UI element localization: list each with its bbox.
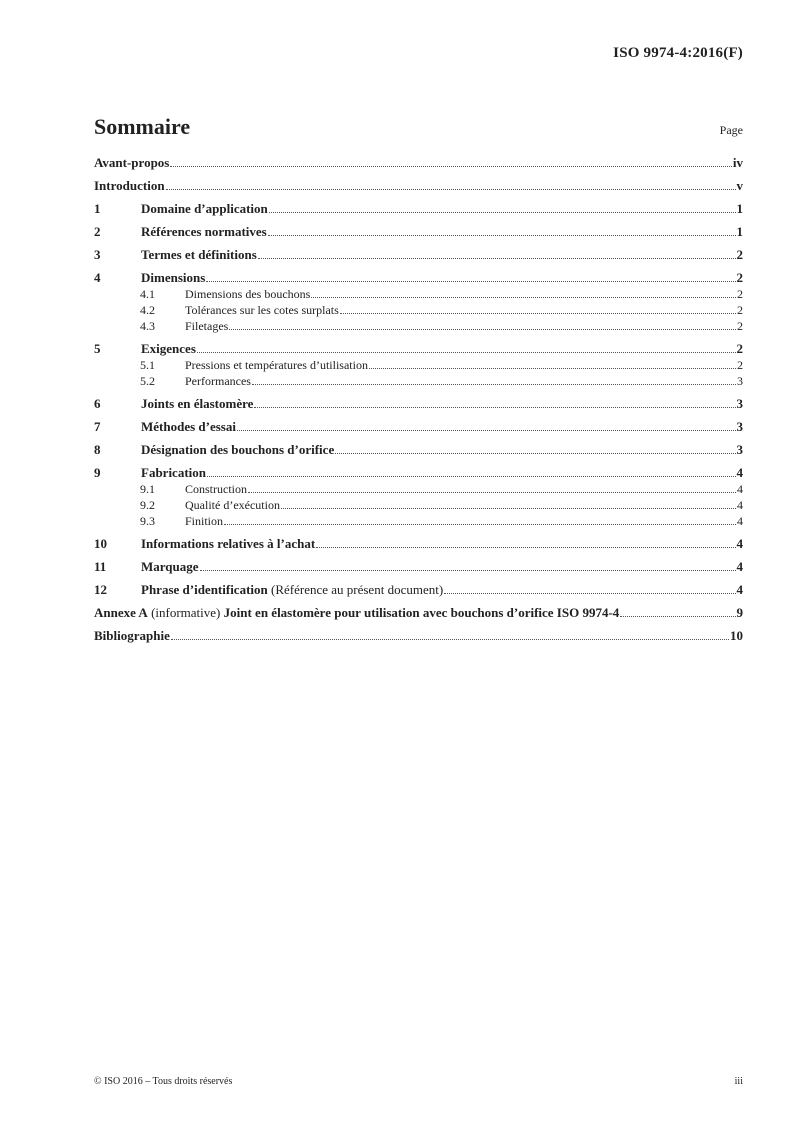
toc-entry-title-text: Dimensions <box>141 270 206 285</box>
toc-entry-page: 4 <box>736 536 743 551</box>
page-footer <box>94 1076 743 1087</box>
toc-entry-title <box>141 201 268 217</box>
toc-subentry-number: 4.3 <box>140 319 155 333</box>
dot-leader <box>311 296 736 298</box>
toc-entry-title <box>141 270 205 286</box>
page-title: Sommaire <box>94 114 191 139</box>
toc-subentry-number: 9.2 <box>140 498 155 512</box>
dot-leader <box>207 475 736 477</box>
toc-entry-title-text: Informations relatives à l’achat <box>141 536 316 551</box>
dot-leader <box>316 546 735 548</box>
toc-entry-title <box>141 465 206 481</box>
toc-entry-title <box>141 536 315 552</box>
toc-entry-title-text: Fabrication <box>141 465 206 480</box>
dot-leader <box>335 452 735 454</box>
toc-entry[interactable] <box>94 178 743 194</box>
toc-subentry-page: 2 <box>737 287 743 301</box>
toc-entry-title-text: Bibliographie <box>94 628 170 643</box>
toc-entry-page: 4 <box>736 465 743 480</box>
toc-subentry[interactable] <box>94 497 743 513</box>
toc-entry-page: 2 <box>736 270 743 285</box>
toc-entry-page: 3 <box>736 396 743 411</box>
toc-subentry-number: 5.2 <box>140 374 155 388</box>
toc-entry[interactable] <box>94 396 743 412</box>
toc-entry[interactable] <box>94 201 743 217</box>
toc-entry-title <box>94 628 170 644</box>
toc-entry-title-text: Marquage <box>141 559 199 574</box>
toc-entry-page: 10 <box>730 628 743 643</box>
toc-subentry[interactable] <box>94 373 743 389</box>
toc-subentry-title: Dimensions des bouchons <box>185 287 311 301</box>
toc-entry-number: 12 <box>94 582 107 597</box>
toc-subentry-page: 2 <box>737 358 743 372</box>
toc-entry-title-text: Joints en élastomère <box>141 396 254 411</box>
toc-subentry-title: Filetages <box>185 319 229 333</box>
toc-entry[interactable] <box>94 465 743 481</box>
table-of-contents <box>94 155 743 644</box>
toc-entry-title-text: Annexe A <box>94 605 148 620</box>
dot-leader <box>254 406 735 408</box>
toc-entry[interactable] <box>94 247 743 263</box>
toc-entry-number: 1 <box>94 201 101 216</box>
copyright-notice: © ISO 2016 – Tous droits réservés <box>94 1076 233 1087</box>
toc-entry-number: 6 <box>94 396 101 411</box>
toc-entry-number: 7 <box>94 419 101 434</box>
dot-leader <box>170 165 732 167</box>
dot-leader <box>237 429 736 431</box>
document-code: ISO 9974-4:2016(F) <box>613 45 743 61</box>
dot-leader <box>224 523 736 525</box>
toc-subentry-page: 3 <box>737 374 743 388</box>
dot-leader <box>281 507 736 509</box>
dot-leader <box>206 280 735 282</box>
toc-subentry[interactable] <box>94 481 743 497</box>
dot-leader <box>252 383 736 385</box>
dot-leader <box>248 491 736 493</box>
toc-subentry-page: 4 <box>737 498 743 512</box>
toc-entry-title-annex-type: (informative) <box>147 605 224 620</box>
toc-entry[interactable] <box>94 628 743 644</box>
toc-entry[interactable] <box>94 341 743 357</box>
dot-leader <box>369 367 736 369</box>
toc-entry-number: 4 <box>94 270 101 285</box>
toc-entry-title-annex-name: Joint en élastomère pour utilisation avec bouchons d’orifice ISO 9974-4 <box>223 605 620 620</box>
toc-entry-page: 2 <box>736 341 743 356</box>
toc-entry-title-text: Méthodes d’essai <box>141 419 236 434</box>
toc-subentry-title: Construction <box>185 482 247 496</box>
toc-entry-page: iv <box>732 155 743 170</box>
dot-leader <box>171 638 729 640</box>
toc-entry-title-text: Exigences <box>141 341 196 356</box>
dot-leader <box>340 312 736 314</box>
toc-entry-title-text: Introduction <box>94 178 165 193</box>
toc-subentry-number: 4.2 <box>140 303 155 317</box>
toc-entry-number: 11 <box>94 559 107 574</box>
dot-leader <box>200 569 736 571</box>
toc-entry-page: 1 <box>736 201 743 216</box>
toc-subentry-page: 2 <box>737 319 743 333</box>
toc-subentry[interactable] <box>94 286 743 302</box>
toc-entry[interactable] <box>94 224 743 240</box>
toc-entry-title <box>141 419 236 435</box>
toc-entry-number: 9 <box>94 465 101 480</box>
toc-entry-number: 2 <box>94 224 101 239</box>
toc-entry-title <box>94 605 619 621</box>
toc-subentry-page: 4 <box>737 482 743 496</box>
toc-subentry-title: Finition <box>185 514 224 528</box>
toc-entry-title-text: Avant-propos <box>94 155 170 170</box>
toc-subentry-number: 4.1 <box>140 287 155 301</box>
toc-entry[interactable] <box>94 559 743 575</box>
toc-entry-page: 2 <box>736 247 743 262</box>
toc-subentry-number: 9.3 <box>140 514 155 528</box>
toc-entry-page: v <box>736 178 743 193</box>
toc-subentry[interactable] <box>94 513 743 529</box>
toc-subentry-title: Performances <box>185 374 251 388</box>
toc-subentry-number: 5.1 <box>140 358 155 372</box>
toc-entry-title <box>141 396 253 412</box>
toc-subentry[interactable] <box>94 357 743 373</box>
page-number: iii <box>734 1076 743 1087</box>
toc-entry-title <box>141 582 443 598</box>
toc-entry-title-text: Désignation des bouchons d’orifice <box>141 442 335 457</box>
dot-leader <box>166 188 736 190</box>
toc-subentry-page: 2 <box>737 303 743 317</box>
dot-leader <box>258 257 736 259</box>
toc-entry-title-text: Phrase d’identification <box>141 582 268 597</box>
dot-leader <box>620 615 735 617</box>
toc-entry[interactable] <box>94 270 743 286</box>
dot-leader <box>229 328 736 330</box>
toc-entry[interactable] <box>94 582 743 598</box>
toc-entry-page: 1 <box>736 224 743 239</box>
toc-subentry[interactable] <box>94 302 743 318</box>
toc-entry-title <box>94 155 169 171</box>
toc-entry-title <box>141 224 267 240</box>
toc-entry-page: 9 <box>736 605 743 620</box>
dot-leader <box>444 592 735 594</box>
toc-subentry-title: Pressions et températures d’utilisation <box>185 358 368 372</box>
toc-entry-title <box>94 178 165 194</box>
toc-entry-title-text: Domaine d’application <box>141 201 268 216</box>
toc-entry-title-text: Termes et définitions <box>141 247 257 262</box>
dot-leader <box>269 211 736 213</box>
toc-entry-title <box>141 247 257 263</box>
toc-entry-title-suffix: (Référence au présent document) <box>267 582 444 597</box>
toc-entry-page: 4 <box>736 559 743 574</box>
toc-entry-page: 4 <box>736 582 743 597</box>
toc-entry-number: 5 <box>94 341 101 356</box>
toc-entry-page: 3 <box>736 419 743 434</box>
toc-entry-number: 8 <box>94 442 101 457</box>
dot-leader <box>197 351 736 353</box>
toc-subentry-number: 9.1 <box>140 482 155 496</box>
toc-entry-number: 3 <box>94 247 101 262</box>
toc-subentry-title: Qualité d’exécution <box>185 498 280 512</box>
toc-entry[interactable] <box>94 536 743 552</box>
toc-entry[interactable] <box>94 155 743 171</box>
toc-entry-page: 3 <box>736 442 743 457</box>
toc-entry-number: 10 <box>94 536 107 551</box>
toc-subentry-page: 4 <box>737 514 743 528</box>
dot-leader <box>268 234 736 236</box>
toc-entry-title <box>141 559 199 575</box>
toc-entry-title-text: Références normatives <box>141 224 267 239</box>
toc-entry-title <box>141 341 196 357</box>
toc-entry[interactable] <box>94 442 743 458</box>
page-column-label: Page <box>719 123 743 137</box>
toc-entry-title <box>141 442 334 458</box>
title-row <box>94 114 743 140</box>
toc-subentry[interactable] <box>94 318 743 334</box>
toc-entry[interactable] <box>94 605 743 621</box>
toc-subentry-title: Tolérances sur les cotes surplats <box>185 303 339 317</box>
toc-entry[interactable] <box>94 419 743 435</box>
